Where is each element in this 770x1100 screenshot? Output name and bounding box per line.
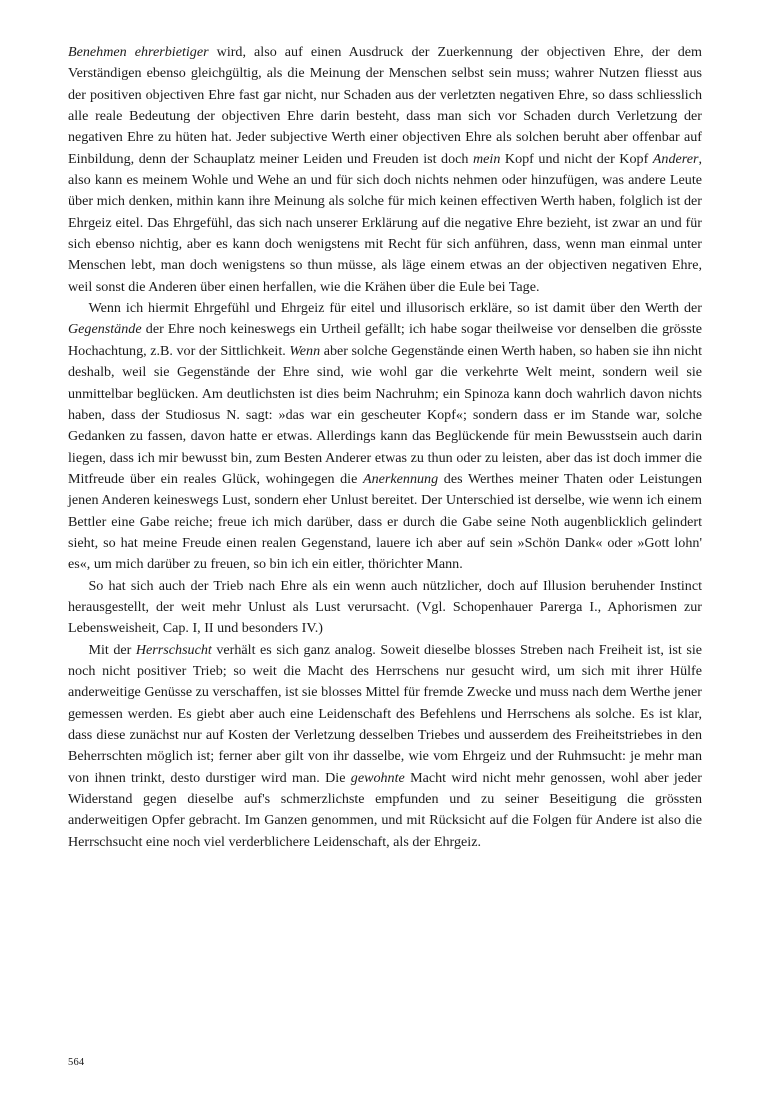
emphasis-text: Anderer (652, 150, 699, 167)
text-run: , also kann es meinem Wohle und Wehe an und für sich doch nichts nehmen oder hinzufügen, was andere Leute über mich denken, mithin kann ihre Meinung als solche für mich keinen effectiven Werth haben, folglich ist der Ehrgeiz eitel. Das Ehrgefühl, das sich nach unserer Erklärung auf die negative Ehre bezieht, ist zwar an und für sich ebenso nichtig, aber es kann doch wenigstens mit Recht für sich anführen, dass, wenn man einmal unter Menschen lebt, man doch wenigstens so thun müsse, als läge einem etwas an der objectiven negativen Ehre, weil sonst die Anderen über einen herfallen, wie die Krähen über die Eule bei Tage. (68, 150, 702, 295)
text-run: Kopf und nicht der Kopf (500, 150, 653, 167)
text-run: verhält es sich ganz analog. Soweit dieselbe blosses Streben nach Freiheit ist, ist sie noch nicht positiver Trieb; so weit die Macht des Herrschens nur gesucht wird, um sich mit ihrer Hülfe anderweitige Genüsse zu verschaffen, ist sie blosses Mittel für fremde Zwecke und muss nach dem Werthe jener gemessen werden. Es giebt aber auch eine Leidenschaft des Befehlens und Herrschens als solche. Es ist klar, dass diese zunächst nur auf Kosten der Verletzung desselben Triebes und ausserdem des Freiheitstriebes in den Beherrschten möglich ist; ferner aber gilt von ihr dasselbe, wie vom Ehrgeiz und der Ruhmsucht: je mehr man von ihnen trinkt, desto durstiger wird man. Die (68, 641, 702, 786)
text-run: wird, also auf einen Ausdruck der Zuerkennung der objectiven Ehre, der dem Verständigen ebenso gleichgültig, als die Meinung der Menschen selbst sein muss; wahrer Nutzen fliesst aus der positiven objectiven Ehre fast gar nicht, nur Schaden aus der verletzten negativen Ehre, so dass schliesslich alle reale Bedeutung der objectiven Ehre darin besteht, dass man sich vor Schaden durch Verletzung der negativen Ehre zu hüten hat. Jeder subjective Werth einer objectiven Ehre als solchen beruht aber offenbar auf Einbildung, denn der Schauplatz meiner Leiden und Freuden ist doch (68, 44, 702, 167)
text-run: Wenn ich hiermit Ehrgefühl und Ehrgeiz für eitel und illusorisch erkläre, so ist damit über den Werth der (88, 300, 702, 317)
text-run: Mit der (88, 641, 136, 658)
text-run: So hat sich auch der Trieb nach Ehre als ein wenn auch nützlicher, doch auf Illusion beruhender Instinct herausgestellt, der weit mehr Unlust als Lust verursacht. (Vgl. Schopenhauer Parerga I., Aphorismen zur Lebensweisheit, Cap. I, II und besonders IV.) (68, 577, 702, 637)
emphasis-text: Benehmen ehrerbietiger (68, 44, 209, 60)
text-run: aber solche Gegenstände einen Werth haben, so haben sie ihn nicht deshalb, weil sie Gegenstände der Ehre sind, wie wohl gar die verkehrte Welt meint, sondern weil sie unmittelbar beglücken. Am deutlichsten ist dies beim Nachruhm; ein Spinoza kann doch wahrlich davon nichts haben, dass der Studiosus N. sagt: »das war ein gescheuter Kopf«; sondern dass er im Stande war, solche Gedanken zu fassen, davon hatte er etwas. Allerdings kann das Beglückende für mein Bewusstsein auch darin liegen, dass ich mir bewusst bin, zum Besten Anderer etwas zu thun oder zu leisten, aber das ist doch immer die Mitfreude über ein reales Glück, wohingegen die (68, 342, 702, 487)
paragraph (68, 42, 702, 298)
emphasis-text: Anerkennung (363, 470, 439, 487)
emphasis-text: Gegenstände (68, 321, 142, 338)
emphasis-text: mein (472, 150, 501, 167)
paragraph (68, 640, 702, 853)
page-number: 564 (68, 1057, 85, 1068)
emphasis-text: Wenn (289, 342, 321, 359)
page-body-text (68, 42, 702, 853)
emphasis-text: Herrschsucht (135, 641, 212, 658)
paragraph (68, 576, 702, 640)
text-run: Macht wird nicht mehr genossen, wohl aber jeder Widerstand gegen dieselbe auf's schmerzlichste empfunden und zu seiner Beseitigung die grössten anderweitigen Opfer gebracht. Im Ganzen genommen, und mit Rücksicht auf die Folgen für Andere ist also die Herrschsucht eine noch viel verderblichere Leidenschaft, als der Ehrgeiz. (68, 769, 702, 850)
emphasis-text: gewohnte (350, 769, 405, 786)
paragraph (68, 298, 702, 575)
text-run: des Werthes meiner Thaten oder Leistungen jenen Anderen keineswegs Lust, sondern eher Unlust bereitet. Der Unterschied ist derselbe, wie wenn ich einem Bettler eine Gabe reiche; freue ich mich darüber, dass er durch die Gabe seine Noth augenblicklich gelindert sieht, so hat meine Freude einen realen Gegenstand, lauere ich aber auf sein »Schön Dank« oder »Gott lohn' es«, um mich darüber zu freuen, so bin ich ein eitler, thörichter Mann. (68, 470, 702, 573)
text-run: der Ehre noch keineswegs ein Urtheil gefällt; ich habe sogar theilweise vor denselben die grösste Hochachtung, z.B. vor der Sittlichkeit. (68, 321, 702, 359)
